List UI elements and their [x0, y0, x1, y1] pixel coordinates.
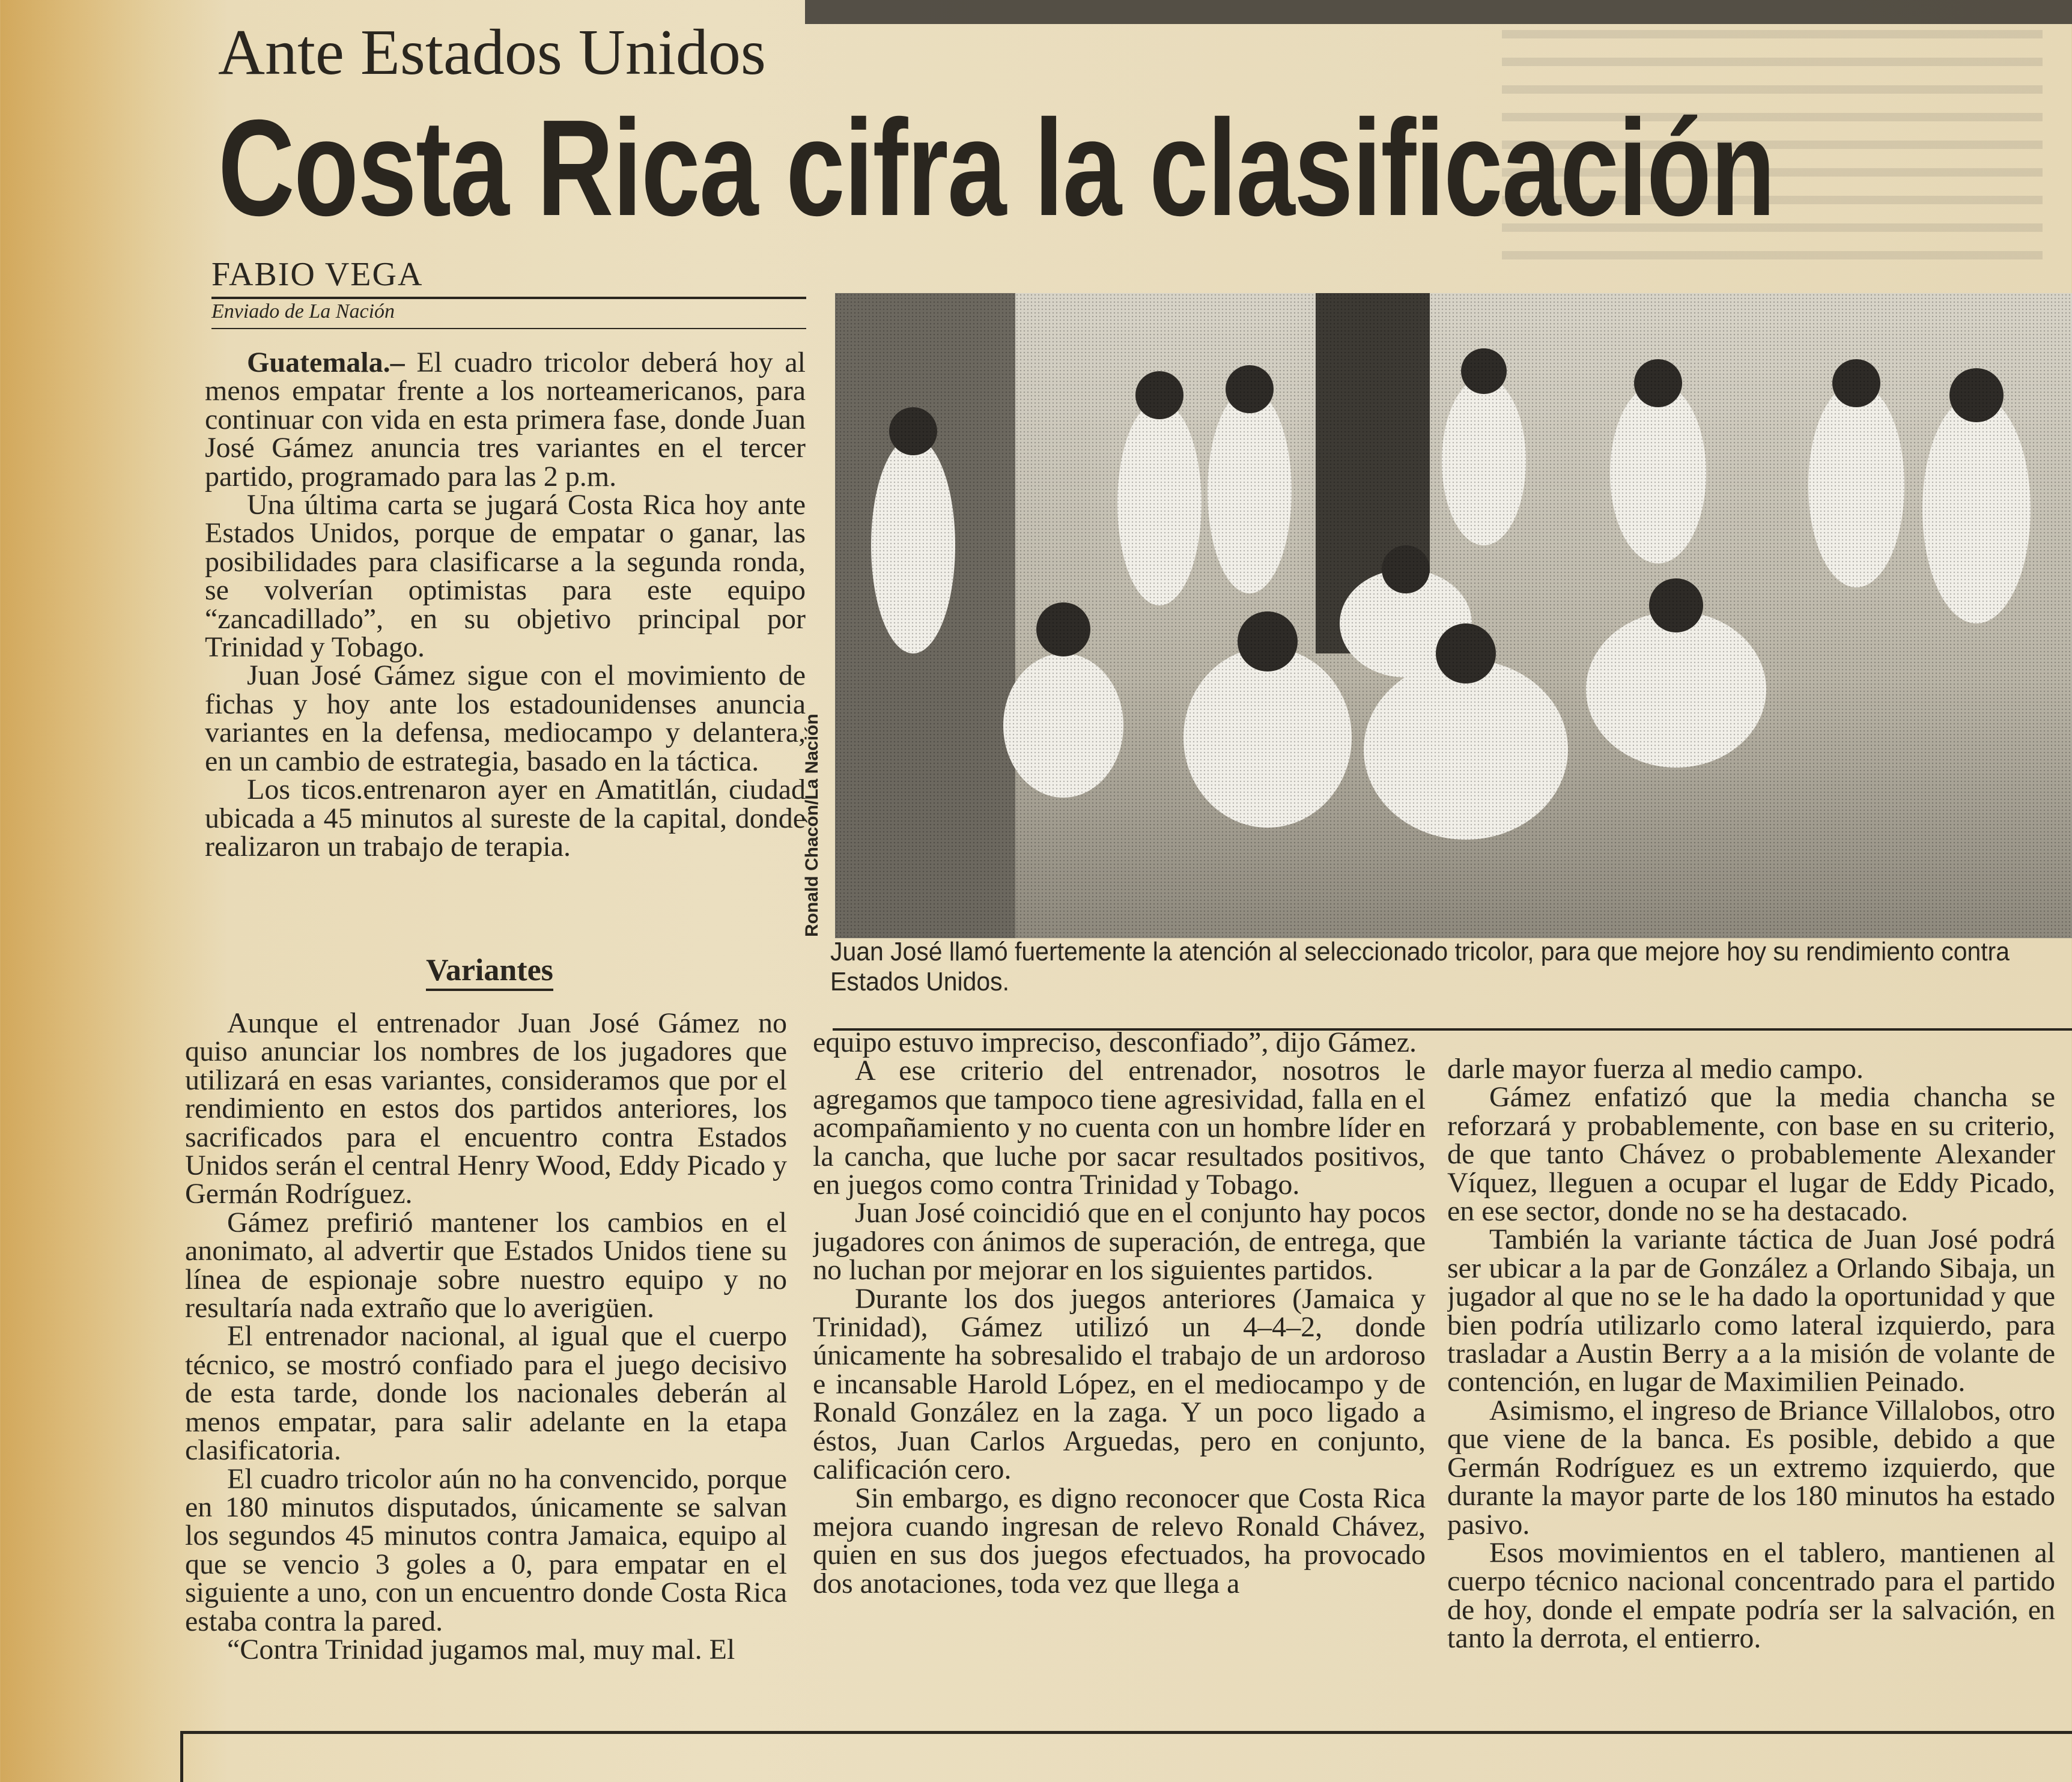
- byline-author: FABIO VEGA: [211, 256, 424, 293]
- paragraph: equipo estuvo impreciso, desconfiado”, dijo Gámez.: [813, 1028, 1417, 1058]
- paragraph-text: El cuadro tricolor deberá hoy al menos empatar frente a los norteamericanos, para continuar con vida en esta primera fase, donde Juan José Gámez anuncia tres variantes en el tercer partido, programado para las 2 p.m.: [205, 348, 806, 492]
- paragraph: El cuadro tricolor aún no ha convencido, porque en 180 minutos disputados, únicamente se salvan los segundos 45 minutos contra Jamaica, equipo al que se vencio 3 goles a 0, para empatar en el siguiente a uno, con un encuentro donde Costa Rica estaba contra la pared.: [185, 1462, 787, 1637]
- team-photo: [835, 293, 2072, 938]
- paragraph: Juan José Gámez sigue con el movimiento de fichas y hoy ante los estadounidenses anuncia variantes en la defensa, mediocampo y delantera, en un cambio de estrategia, basado en la táctica.: [205, 659, 806, 777]
- kicker: Ante Estados Unidos: [218, 17, 766, 88]
- adjacent-article-edge: [805, 0, 2072, 24]
- paragraph: darle mayor fuerza al medio campo.: [1447, 1055, 1864, 1085]
- photo-caption: Juan José llamó fuertemente la atención al seleccionado tricolor, para que mejore hoy su rendimiento contra Estados Unidos.: [830, 937, 2010, 996]
- body-column-3: [1447, 1055, 2055, 1739]
- paragraph: Esos movimientos en el tablero, mantienen al cuerpo técnico nacional concentrado para el partido de hoy, donde el empate podría ser la salvación, en tanto la derrota, el entierro.: [1447, 1536, 2055, 1655]
- paragraph: Los ticos.entrenaron ayer en Amatitlán, ciudad ubicada a 45 minutos al sureste de la capital, donde realizaron un trabajo de terapia.: [205, 774, 806, 862]
- body-column-2: [813, 1028, 1426, 1731]
- byline-role: Enviado de La Nación: [211, 300, 395, 323]
- paragraph: Sin embargo, es digno reconocer que Costa Rica mejora cuando ingresan de relevo Ronald Chávez, quien en sus dos juegos efectuados, ha provocado dos anotaciones, toda vez que llega a: [813, 1482, 1426, 1599]
- adjacent-box-edge: [180, 1731, 2072, 1782]
- subhead-text: Variantes: [426, 953, 553, 991]
- paragraph: “Contra Trinidad jugamos mal, muy mal. El: [227, 1633, 735, 1665]
- paragraph: El entrenador nacional, al igual que el cuerpo técnico, se mostró confiado para el juego decisivo de esta tarde, donde los nacionales deberán al menos empatar, para salir adelante en la etapa clasificatoria.: [185, 1320, 787, 1467]
- paragraph: También la variante táctica de Juan José podrá ser ubicar a la par de González a Orlando Sibaja, un jugador al que no se le ha dado la oportunidad y que bien podría utilizarlo como lateral izquierdo, para trasladar a Austin Berry a a la misión de volante de contención, en lugar de Maximilien Peinado.: [1447, 1223, 2055, 1398]
- byline-rule-bottom: [211, 328, 806, 329]
- paragraph: Asimismo, el ingreso de Briance Villalobos, otro que viene de la banca. Es posible, debido a que Germán Rodríguez es un extremo izquierdo, que durante la mayor parte de los 180 minutos ha estado pasivo.: [1447, 1394, 2055, 1541]
- subhead: [384, 953, 595, 988]
- paragraph: Una última carta se jugará Costa Rica hoy ante Estados Unidos, porque de empatar o ganar, las posibilidades para clasificarse a la segunda ronda, se volverían optimistas para este equipo “zancadillado”, en su objetivo principal por Trinidad y Tobago.: [205, 489, 806, 664]
- paragraph: Durante los dos juegos anteriores (Jamaica y Trinidad), Gámez utilizó un 4–4–2, donde únicamente ha sobresalido el trabajo de un ardoroso e incansable Harold López, en el mediocampo y de Ronald González en la zaga. Y un poco ligado a éstos, Juan Carlos Arguedas, pero en conjunto, calificación cero.: [813, 1282, 1426, 1486]
- paragraph: Aunque el entrenador Juan José Gámez no quiso anunciar los nombres de los jugadores que utilizará en esas variantes, consideramos que por el rendimiento en estos dos partidos anteriores, los sacrificados para el encuentro contra Estados Unidos serán el central Henry Wood, Eddy Picado y Germán Rodríguez.: [185, 1009, 787, 1210]
- dateline: Guatemala.–: [247, 348, 405, 378]
- paragraph: A ese criterio del entrenador, nosotros le agregamos que tampoco tiene agresividad, falla en el acompañamiento y no cuenta con un hombre líder en la cancha, que luche por sacar resultados positivos, en juegos como contra Trinidad y Tobago.: [813, 1055, 1426, 1201]
- byline-rule: [211, 297, 806, 299]
- paragraph: [205, 348, 806, 491]
- headline: Costa Rica cifra la clasificación: [218, 92, 1775, 244]
- paragraph: Gámez prefirió mantener los cambios en el anonimato, al advertir que Estados Unidos tiene su línea de espionaje sobre nuestro equipo y no resultaría nada extraño que lo averigüen.: [185, 1206, 787, 1324]
- body-column-1: [185, 1009, 787, 1706]
- paragraph: Juan José coincidió que en el conjunto hay pocos jugadores con ánimos de superación, de entrega, que no luchan por mejorar en los siguientes partidos.: [813, 1197, 1426, 1286]
- intro-column: [205, 348, 806, 937]
- photo-credit: Ronald Chacón/La Nación: [802, 714, 822, 937]
- paragraph: Gámez enfatizó que la media chancha se reforzará y probablemente, con base en su criterio, de que tanto Chávez o probablemente Alexander Víquez, lleguen a ocupar el lugar de Eddy Picado, en ese sector, donde no se ha destacado.: [1447, 1081, 2055, 1228]
